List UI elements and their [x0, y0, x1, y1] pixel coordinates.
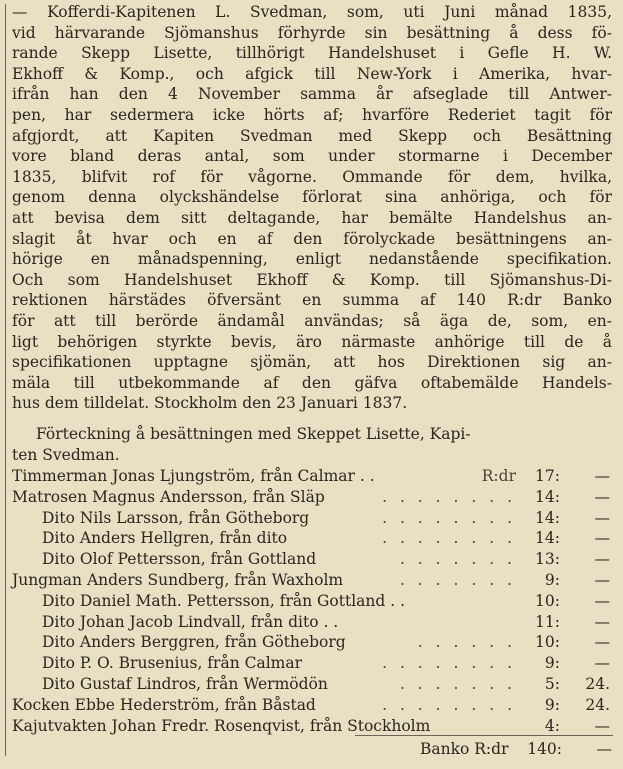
crew-list: [12, 466, 612, 736]
riksdaler-amount: 4:: [544, 716, 560, 735]
currency-label: R:dr: [481, 467, 516, 485]
notice-line: för att till berörde ändamål användas; så äga de, som, en-: [12, 311, 612, 330]
skilling-amount: —: [594, 550, 610, 569]
notice-line: rektionen härstädes öfversänt en summa af 140 R:dr Banko: [12, 291, 612, 310]
crew-member-name: Kajutvakten Johan Fredr. Rosenqvist, från Stockholm: [12, 716, 431, 735]
notice-line: — Kofferdi-Kapitenen L. Svedman, som, uti Juni månad 1835,: [12, 3, 612, 21]
leader-dots: . . . . . . . .: [382, 654, 516, 673]
riksdaler-amount: 14:: [535, 529, 560, 548]
notice-line: 1835, blifvit rof för vågorne. Ommande för dem, hvilka,: [12, 167, 612, 186]
notice-line: afgjordt, att Kapiten Svedman med Skepp och Besättning: [12, 126, 612, 145]
notice-line: vore bland deras antal, som under stormarne i December: [12, 147, 612, 166]
leader-dots: . . . . . . .: [399, 674, 516, 693]
notice-line: hus dem tilldelat. Stockholm den 23 Januari 1837.: [12, 394, 408, 413]
skilling-amount: 24.: [585, 674, 610, 693]
crew-row: [12, 528, 612, 549]
notice-line: Och som Handelshuset Ekhoff & Komp. till Sjömanshus-Di-: [12, 270, 612, 289]
skilling-amount: —: [594, 467, 610, 485]
crew-row: [12, 612, 612, 633]
notice-line: slagit åt hvar och en af den förolyckade besättningens an-: [12, 229, 612, 248]
crew-member-name: Dito Nils Larsson, från Götheborg: [42, 508, 310, 527]
riksdaler-amount: 14:: [535, 487, 560, 506]
heading-line-2: ten Svedman.: [12, 445, 120, 464]
notice-line: vid härvarande Sjömanshus förhyrde sin besättning å dess fö-: [12, 23, 612, 42]
riksdaler-amount: 17:: [535, 467, 560, 485]
heading-line-1: Förteckning å besättningen med Skeppet Lisette, Kapi-: [36, 425, 471, 443]
notice-line: rande Skepp Lisette, tillhörigt Handelshuset i Gefle H. W.: [12, 44, 612, 63]
skilling-amount: —: [594, 529, 610, 548]
crew-row: [12, 653, 612, 674]
riksdaler-amount: 9:: [544, 570, 560, 589]
notice-line: genom denna olyckshändelse förlorat sina anhöriga, och för: [12, 188, 612, 207]
total-ore: —: [596, 740, 612, 758]
crew-row: [12, 695, 612, 716]
crew-row: [12, 487, 612, 508]
riksdaler-amount: 10:: [535, 633, 560, 652]
skilling-amount: —: [594, 633, 610, 652]
leader-dots: . . . . . . . .: [382, 487, 516, 506]
crew-member-name: Timmerman Jonas Ljungström, från Calmar . .: [12, 467, 375, 485]
leader-dots: . . . . . .: [417, 633, 516, 652]
skilling-amount: —: [594, 612, 610, 631]
notice-paragraph: [12, 2, 612, 414]
riksdaler-amount: 9:: [544, 695, 560, 714]
skilling-amount: 24.: [585, 695, 610, 714]
crew-member-name: Dito Daniel Math. Pettersson, från Gottland . .: [42, 591, 406, 610]
riksdaler-amount: 11:: [535, 612, 560, 631]
notice-line: hörige en månadspenning, enligt nedanstående specifikation.: [12, 250, 612, 269]
skilling-amount: —: [594, 591, 610, 610]
crew-row: [12, 549, 612, 570]
notice-line: Ekhoff & Komp., och afgick till New-York i Amerika, hvar-: [12, 64, 612, 83]
leader-dots: . . . . . . .: [399, 550, 516, 569]
skilling-amount: —: [594, 570, 610, 589]
crew-member-name: Matrosen Magnus Andersson, från Släp: [12, 487, 325, 506]
skilling-amount: —: [594, 654, 610, 673]
leader-dots: . . . . . . .: [399, 570, 516, 589]
notice-line: ligt behörigen styrkte bevis, äro närmaste anhörige till de å: [12, 332, 612, 351]
notice-line: att bevisa dem sitt deltagande, har bemälte Handelshus an-: [12, 208, 612, 227]
notice-line: specifikationen upptagne sjömän, att hos Direktionen sig an-: [12, 353, 612, 372]
crew-row: [12, 632, 612, 653]
crew-row: [12, 591, 612, 612]
crew-member-name: Dito Gustaf Lindros, från Wermödön: [42, 674, 328, 693]
notice-line: pen, har sedermera icke hörts af; hvarföre Rederiet tagit för: [12, 105, 612, 124]
skilling-amount: —: [594, 487, 610, 506]
crew-member-name: Dito P. O. Brusenius, från Calmar: [42, 654, 303, 673]
crew-row: [12, 508, 612, 529]
column-rule: [5, 4, 6, 756]
notice-line: ifrån han den 4 November samma år afseglade till Antwer-: [12, 85, 612, 104]
crew-row: [12, 716, 612, 737]
notice-line: mäla till utbekommande af den gäfva oftabemälde Handels-: [12, 373, 612, 392]
crew-row: [12, 466, 612, 487]
crew-member-name: Dito Olof Pettersson, från Gottland: [42, 550, 317, 569]
total-label: Banko R:dr: [420, 740, 509, 758]
crew-list-heading: [12, 424, 612, 465]
leader-dots: . . . . . . . .: [382, 508, 516, 527]
riksdaler-amount: 14:: [535, 508, 560, 527]
crew-row: [12, 570, 612, 591]
leader-dots: . . . . . . . .: [382, 695, 516, 714]
riksdaler-amount: 13:: [535, 550, 560, 569]
crew-member-name: Kocken Ebbe Hederström, från Båstad: [12, 695, 316, 714]
leader-dots: . . . . . . . .: [382, 529, 516, 548]
skilling-amount: —: [594, 716, 610, 735]
crew-member-name: Jungman Anders Sundberg, från Waxholm: [12, 570, 344, 589]
crew-member-name: Dito Johan Jacob Lindvall, från dito . .: [42, 612, 339, 631]
skilling-amount: —: [594, 508, 610, 527]
crew-member-name: Dito Anders Berggren, från Götheborg: [42, 633, 346, 652]
crew-member-name: Dito Anders Hellgren, från dito: [42, 529, 288, 548]
total-amount: 140:: [527, 740, 562, 758]
riksdaler-amount: 5:: [544, 674, 560, 693]
total-divider-rule: [355, 735, 613, 736]
crew-row: [12, 674, 612, 695]
riksdaler-amount: 9:: [544, 654, 560, 673]
riksdaler-amount: 10:: [535, 591, 560, 610]
